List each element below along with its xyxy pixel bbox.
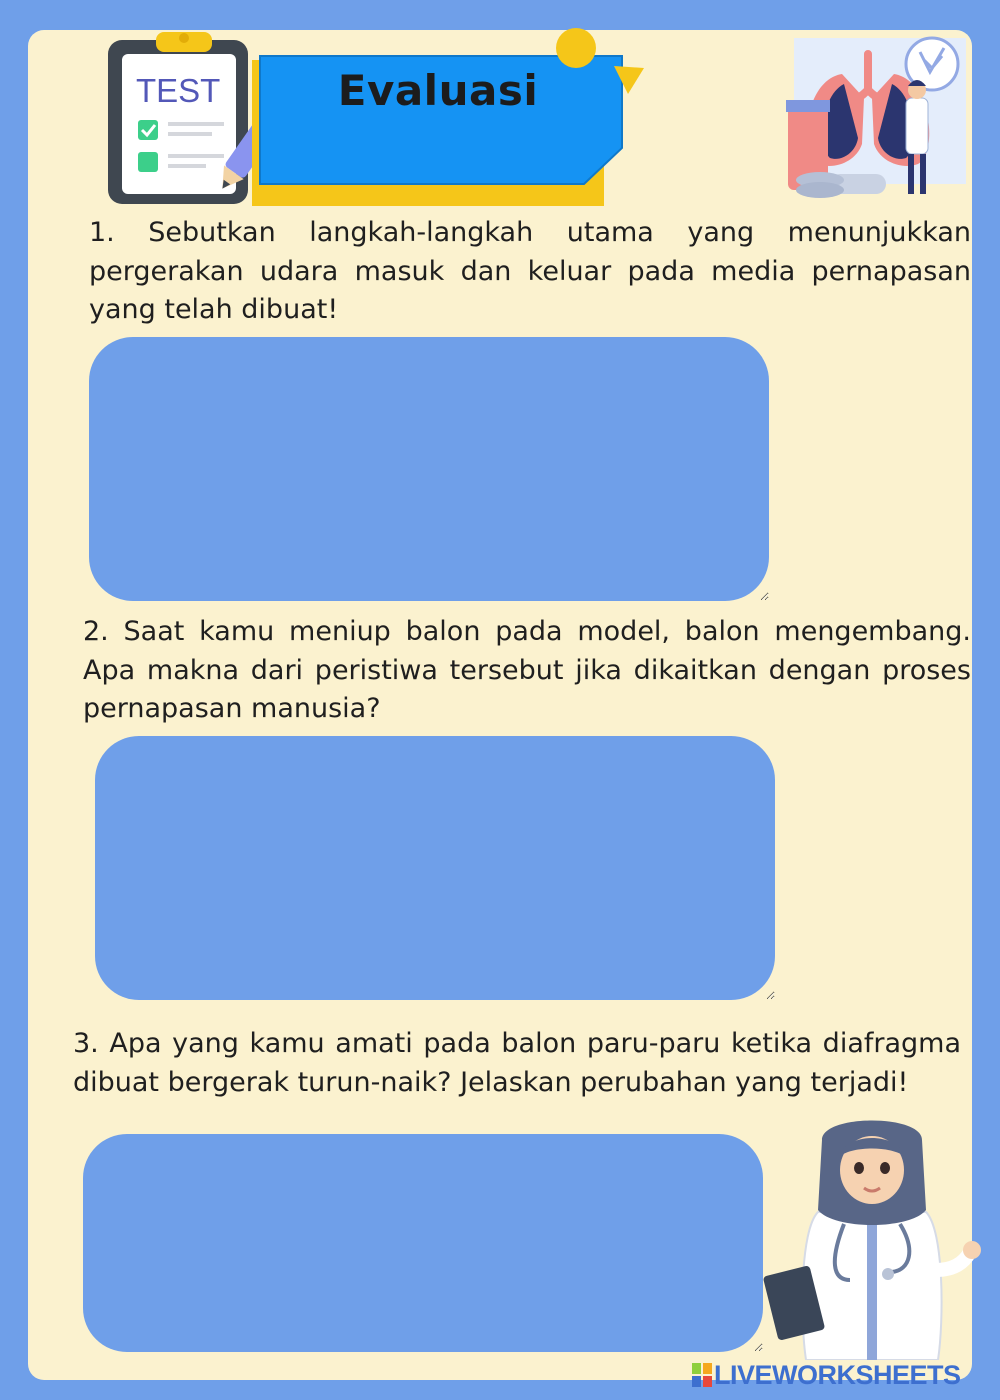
answer-field-3[interactable] [83, 1134, 763, 1352]
question-2: 2. Saat kamu meniup balon pada model, balon mengembang. Apa makna dari peristiwa tersebut jika dikaitkan dengan proses pernapasan manusia? [83, 616, 971, 724]
liveworksheets-logo-icon [692, 1363, 712, 1387]
answer-field-2[interactable] [95, 736, 775, 1000]
title-banner [250, 28, 650, 208]
answer-field-1[interactable] [89, 337, 769, 601]
test-icon-label: TEST [136, 72, 221, 109]
page-title: Evaluasi [337, 66, 539, 115]
brand-text: LIVEWORKSHEETS [714, 1359, 961, 1390]
lungs-illustration [780, 34, 970, 206]
question-1: 1. Sebutkan langkah-langkah utama yang menunjukkan pergerakan udara masuk dan keluar pada media pernapasan yang telah dibuat! [89, 217, 971, 325]
liveworksheets-brand [692, 1360, 961, 1390]
doctor-illustration [760, 1120, 985, 1360]
question-3: 3. Apa yang kamu amati pada balon paru-paru ketika diafragma dibuat bergerak turun-naik? Jelaskan perubahan yang terjadi! [73, 1028, 961, 1098]
